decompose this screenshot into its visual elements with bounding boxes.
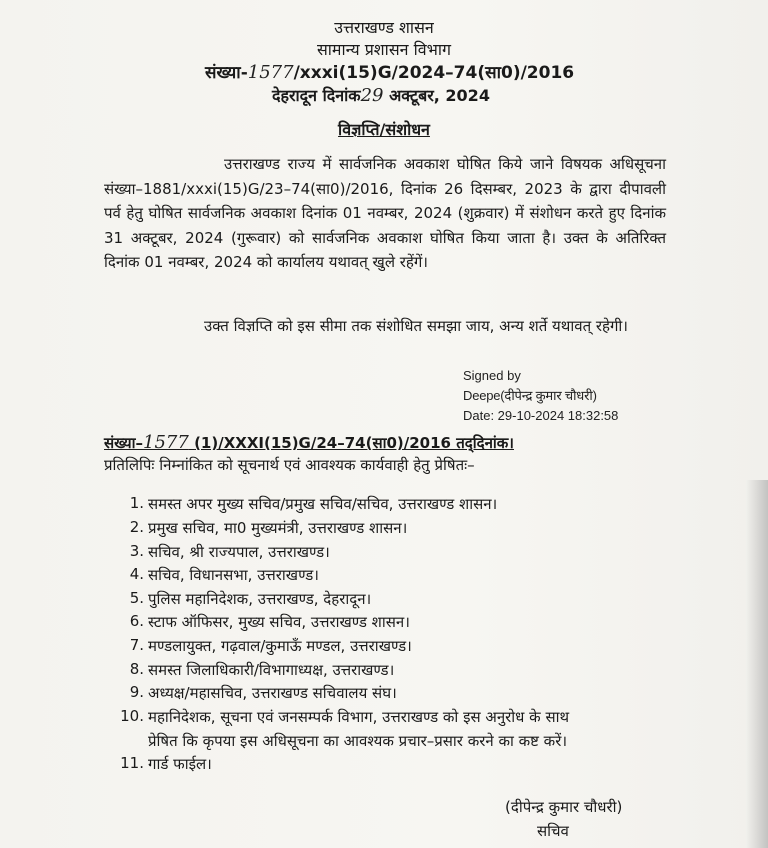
signatory-designation: सचिव [537,822,569,840]
department-name: सामान्य प्रशासन विभाग [316,40,452,59]
signatory-name: (दीपेन्द्र कुमार चौधरी) [505,798,623,816]
issue-date [272,84,490,106]
copy-ref-suffix: (1)/XXXI(15)G/24–74(सा0)/2016 तद्‌दिनांक। [194,434,514,452]
signature-date: Date: 29-10-2024 18:32:58 [463,408,619,423]
date-handwritten: 29 [360,85,384,106]
subject-heading: विज्ञप्ति/संशोधन [338,120,430,139]
govt-name: उत्तराखण्ड शासन [334,18,434,37]
ref-handwritten: 1577 [247,62,294,83]
reference-number [205,60,574,83]
copy-intro: प्रतिलिपिः निम्नांकित को सूचनार्थ एवं आवश्यक कार्यवाही हेतु प्रेषितः– [104,456,475,474]
document-page: उत्तराखण्ड शासन सामान्य प्रशासन विभाग संख्या-1577/xxxi(15)G/2024–74(सा0)/2016 देहरादून दिनांक29 अक्टूबर, 2024 विज्ञप्ति/संशोधन उत्तराखण्ड राज्य में सार्वजनिक अवकाश घोषित किये जाने विषयक अधिसूचना संख्या–1881/xxxi(15)G/23–74(सा0)/2016, दिनांक 26 दिसम्बर, 2023 के द्वारा दीपावली पर्व हेतु घोषित सार्वजनिक अवकाश दिनांक 01 नवम्बर, 2024 (शुक्रवार) में संशोधन करते हुए दिनांक 31 अक्टूबर, 2024 (गुरूवार) को सार्वजनिक अवकाश घोषित किया जाता है। उक्त के अतिरिक्त दिनांक 01 नवम्बर, 2024 को कार्यालय यथावत् खुले रहेंगें। उक्त विज्ञप्ति को इस सीमा तक संशोधित समझा जाय, अन्य शर्ते यथावत् रहेगी। Signed by Deepe(दीपेन्द्र कुमार चौधरी) Date: 29-10-2024 18:32:58 संख्या–1577 (1)/XXXI(15)G/24–74(सा0)/2016 तद्‌दिनांक। प्रतिलिपिः निम्नांकित को सूचनार्थ एवं आवश्यक कार्यवाही हेतु प्रेषितः– 1. समस्त अपर मुख्य सचिव/प्रमुख सचिव/सचिव, उत्तराखण्ड शासन। 2. प्रमुख सचिव, मा0 मुख्यमंत्री, उत्तराखण्ड शासन। 3. सचिव, श्री राज्यपाल, उत्तराखण्ड। 4. सचिव, विधानसभा, उत्तराखण्ड। 5. पुलिस महानिदेशक, उत्तराखण्ड, देहरादून। 6. स्टाफ ऑफिसर, मुख्य सचिव, उत्तराखण्ड शासन। 7. मण्डलायुक्त, गढ़वाल/कुमाऊँ मण्डल, उत्तराखण्ड। 8. समस्त जिलाधिकारी/विभागाध्यक्ष, उत्तराखण्ड। 9. अध्यक्ष/महासचिव, उत्तराखण्ड सचिवालय संघ। 10. महानिदेशक, सूचना एवं जनसम्पर्क विभाग, उत्तराखण्ड को इस अनुरोध के साथ प्रेषित कि कृपया इस अधिसूचना का आवश्यक प्रचार–प्रसार करने का कष्ट करें। 11. गार्ड फाईल। (दीपेन्द्र कुमार चौधरी) सचिव [0,0,768,848]
body-paragraph-1: उत्तराखण्ड राज्य में सार्वजनिक अवकाश घोषित किये जाने विषयक अधिसूचना संख्या–1881/xxxi(15)G/23–74(सा0)/2016, दिनांक 26 दिसम्बर, 2023 के द्वारा दीपावली पर्व हेतु घोषित सार्वजनिक अवकाश दिनांक 01 नवम्बर, 2024 (शुक्रवार) में संशोधन करते हुए दिनांक 31 अक्टूबर, 2024 (गुरूवार) को सार्वजनिक अवकाश घोषित किया जाता है। उक्त के अतिरिक्त दिनांक 01 नवम्बर, 2024 को कार्यालय यथावत् खुले रहेंगें। [104,155,666,271]
signer-name: Deepe(दीपेन्द्र कुमार चौधरी) [463,388,597,403]
copy-reference-number [104,432,514,453]
copy-ref-prefix: संख्या– [104,434,144,452]
digital-signature [463,366,618,426]
ref-suffix: /xxxi(15)G/2024–74(सा0)/2016 [293,63,575,83]
ref-prefix: संख्या- [205,63,248,83]
date-prefix: देहरादून दिनांक [272,86,361,105]
signed-by-label: Signed by [463,368,521,383]
page-shadow [746,480,768,848]
body-paragraph-2: उक्त विज्ञप्ति को इस सीमा तक संशोधित समझा जाय, अन्य शर्ते यथावत् रहेगी। [204,317,628,335]
date-suffix: अक्टूबर, 2024 [389,86,490,105]
copy-ref-handwritten: 1577 [143,432,189,453]
